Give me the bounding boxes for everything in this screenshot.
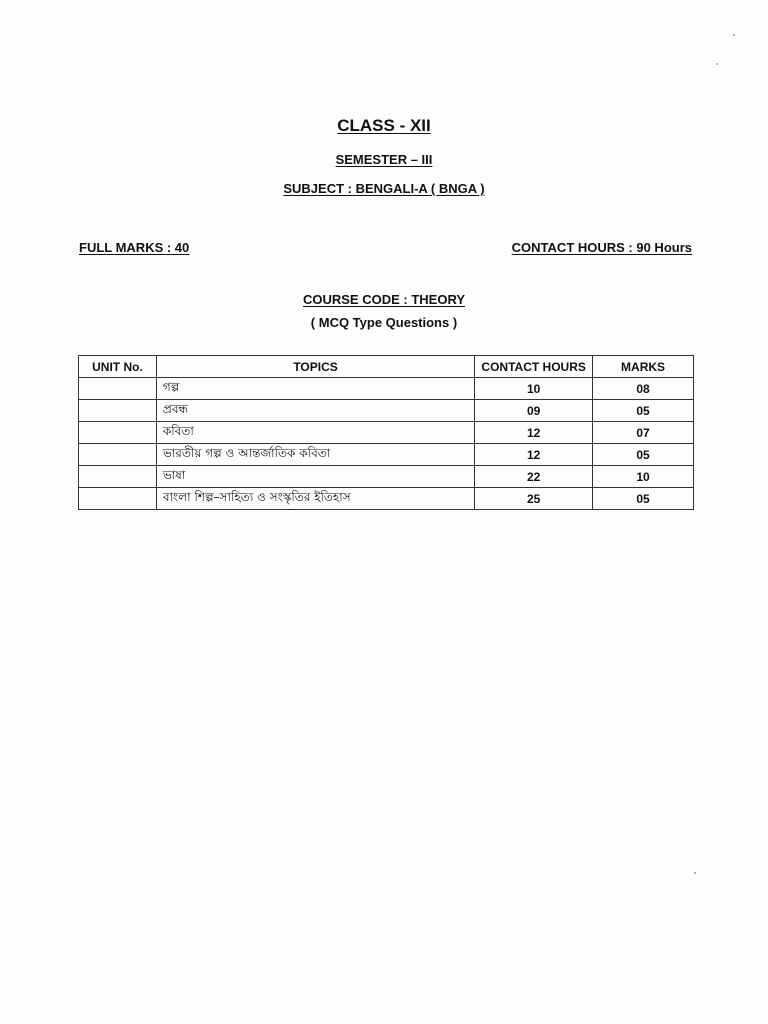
- marks-cell: 10: [593, 466, 694, 488]
- course-code: COURSE CODE : THEORY: [302, 292, 466, 307]
- marks-cell: 08: [593, 378, 694, 400]
- scan-speck: [733, 34, 735, 36]
- contact-hours: CONTACT HOURS : 90 Hours: [511, 240, 692, 255]
- topic-cell: কবিতা: [156, 422, 474, 444]
- header-marks: MARKS: [593, 356, 694, 378]
- hours-cell: 10: [475, 378, 593, 400]
- marks-cell: 05: [593, 488, 694, 510]
- hours-cell: 22: [475, 466, 593, 488]
- question-type: ( MCQ Type Questions ): [310, 315, 458, 330]
- scan-speck: [694, 872, 696, 874]
- topic-cell: ভাষা: [156, 466, 474, 488]
- scan-speck: [716, 63, 718, 65]
- header-contact-hours: CONTACT HOURS: [475, 356, 593, 378]
- header-topics: TOPICS: [156, 356, 474, 378]
- topic-cell: গল্প: [156, 378, 474, 400]
- table-row: [79, 422, 694, 444]
- subject-title: SUBJECT : BENGALI-A ( BNGA ): [283, 181, 485, 196]
- marks-cell: 05: [593, 400, 694, 422]
- full-marks: FULL MARKS : 40: [79, 240, 190, 255]
- class-title: CLASS - XII: [337, 116, 431, 135]
- hours-cell: 09: [475, 400, 593, 422]
- topic-cell: বাংলা শিল্প–সাহিত্য ও সংস্কৃতির ইতিহাস: [156, 488, 474, 510]
- unit-cell: [79, 466, 157, 488]
- unit-cell: [79, 378, 157, 400]
- semester-title: SEMESTER – III: [335, 152, 433, 167]
- topic-cell: প্রবন্ধ: [156, 400, 474, 422]
- table-header-row: [79, 356, 694, 378]
- table-row: [79, 488, 694, 510]
- unit-cell: [79, 400, 157, 422]
- marks-cell: 07: [593, 422, 694, 444]
- table-row: [79, 466, 694, 488]
- table-row: [79, 378, 694, 400]
- topic-cell: ভারতীয় গল্প ও আন্তর্জাতিক কবিতা: [156, 444, 474, 466]
- unit-cell: [79, 488, 157, 510]
- table-row: [79, 400, 694, 422]
- hours-cell: 12: [475, 422, 593, 444]
- hours-cell: 25: [475, 488, 593, 510]
- marks-cell: 05: [593, 444, 694, 466]
- syllabus-table: [78, 355, 694, 510]
- header-unit: UNIT No.: [79, 356, 157, 378]
- table-row: [79, 444, 694, 466]
- unit-cell: [79, 444, 157, 466]
- hours-cell: 12: [475, 444, 593, 466]
- unit-cell: [79, 422, 157, 444]
